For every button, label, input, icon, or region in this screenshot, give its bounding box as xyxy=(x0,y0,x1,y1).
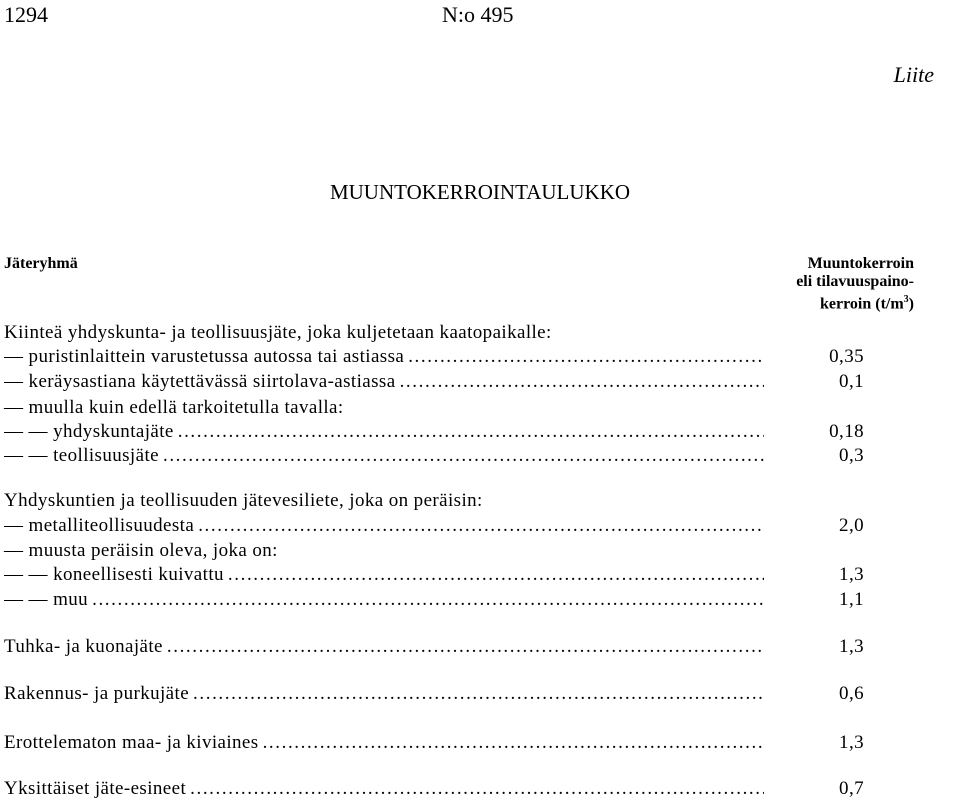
table-row xyxy=(4,776,864,802)
row-value: 0,3 xyxy=(839,445,864,466)
row-label: — — muu ..... xyxy=(4,587,764,613)
column-header-conversion-factor xyxy=(796,255,914,313)
table-row xyxy=(4,513,864,539)
table-row xyxy=(4,344,864,370)
row-label: — keräysastiana käytettävässä siirtolava-astiassa ..... xyxy=(4,369,764,395)
row-label: Tuhka- ja kuonajäte ..... xyxy=(4,634,764,660)
row-label: — — koneellisesti kuivattu ..... xyxy=(4,562,764,588)
issue-number: N:o 495 xyxy=(442,2,514,27)
row-value: 1,3 xyxy=(839,564,864,585)
row-label: Yhdyskuntien ja teollisuuden jätevesiliete, joka on peräisin: xyxy=(4,490,483,511)
table-row xyxy=(4,320,864,346)
table-row xyxy=(4,730,864,756)
column-header-line: eli tilavuuspaino- xyxy=(796,273,914,290)
row-value: 1,3 xyxy=(839,732,864,753)
table-row xyxy=(4,587,864,613)
row-value: 2,0 xyxy=(839,515,864,536)
row-value: 0,7 xyxy=(839,778,864,799)
table-row xyxy=(4,395,864,421)
row-label: — puristinlaittein varustetussa autossa tai astiassa ..... xyxy=(4,344,764,370)
column-header-line: Muuntokerroin xyxy=(807,255,914,272)
column-header-line xyxy=(796,291,914,313)
column-header-unit: kerroin (t/m xyxy=(819,295,904,313)
row-value: 0,35 xyxy=(829,346,864,367)
row-value: 0,6 xyxy=(839,683,864,704)
row-label: Kiinteä yhdyskunta- ja teollisuusjäte, joka kuljetetaan kaatopaikalle: xyxy=(4,322,552,343)
table-row xyxy=(4,369,864,395)
table-row xyxy=(4,443,864,469)
row-label: — metalliteollisuudesta ..... xyxy=(4,513,764,539)
table-row xyxy=(4,562,864,588)
row-label: Yksittäiset jäte-esineet ..... xyxy=(4,776,764,802)
row-label: Rakennus- ja purkujäte ..... xyxy=(4,681,764,707)
column-header-waste-group: Jäteryhmä xyxy=(4,255,78,272)
row-value: 1,1 xyxy=(839,589,864,610)
table-row xyxy=(4,634,864,660)
table-row xyxy=(4,538,864,564)
row-label: — — yhdyskuntajäte ..... xyxy=(4,419,764,445)
row-label: Erottelematon maa- ja kiviaines ..... xyxy=(4,730,764,756)
row-label: — muusta peräisin oleva, joka on: xyxy=(4,540,278,561)
row-value: 0,1 xyxy=(839,371,864,392)
appendix-label: Liite xyxy=(893,62,934,87)
table-row xyxy=(4,419,864,445)
page-number: 1294 xyxy=(4,2,48,27)
table-row xyxy=(4,681,864,707)
table-title: MUUNTOKERROINTAULUKKO xyxy=(329,180,631,204)
table-row xyxy=(4,488,864,514)
row-value: 0,18 xyxy=(829,421,864,442)
row-label: — — teollisuusjäte ..... xyxy=(4,443,764,469)
row-value: 1,3 xyxy=(839,636,864,657)
row-label: — muulla kuin edellä tarkoitetulla tavalla: xyxy=(4,397,344,418)
column-header-unit-close: ) xyxy=(908,295,914,313)
column-header-unit-superscript: 3 xyxy=(903,294,909,305)
